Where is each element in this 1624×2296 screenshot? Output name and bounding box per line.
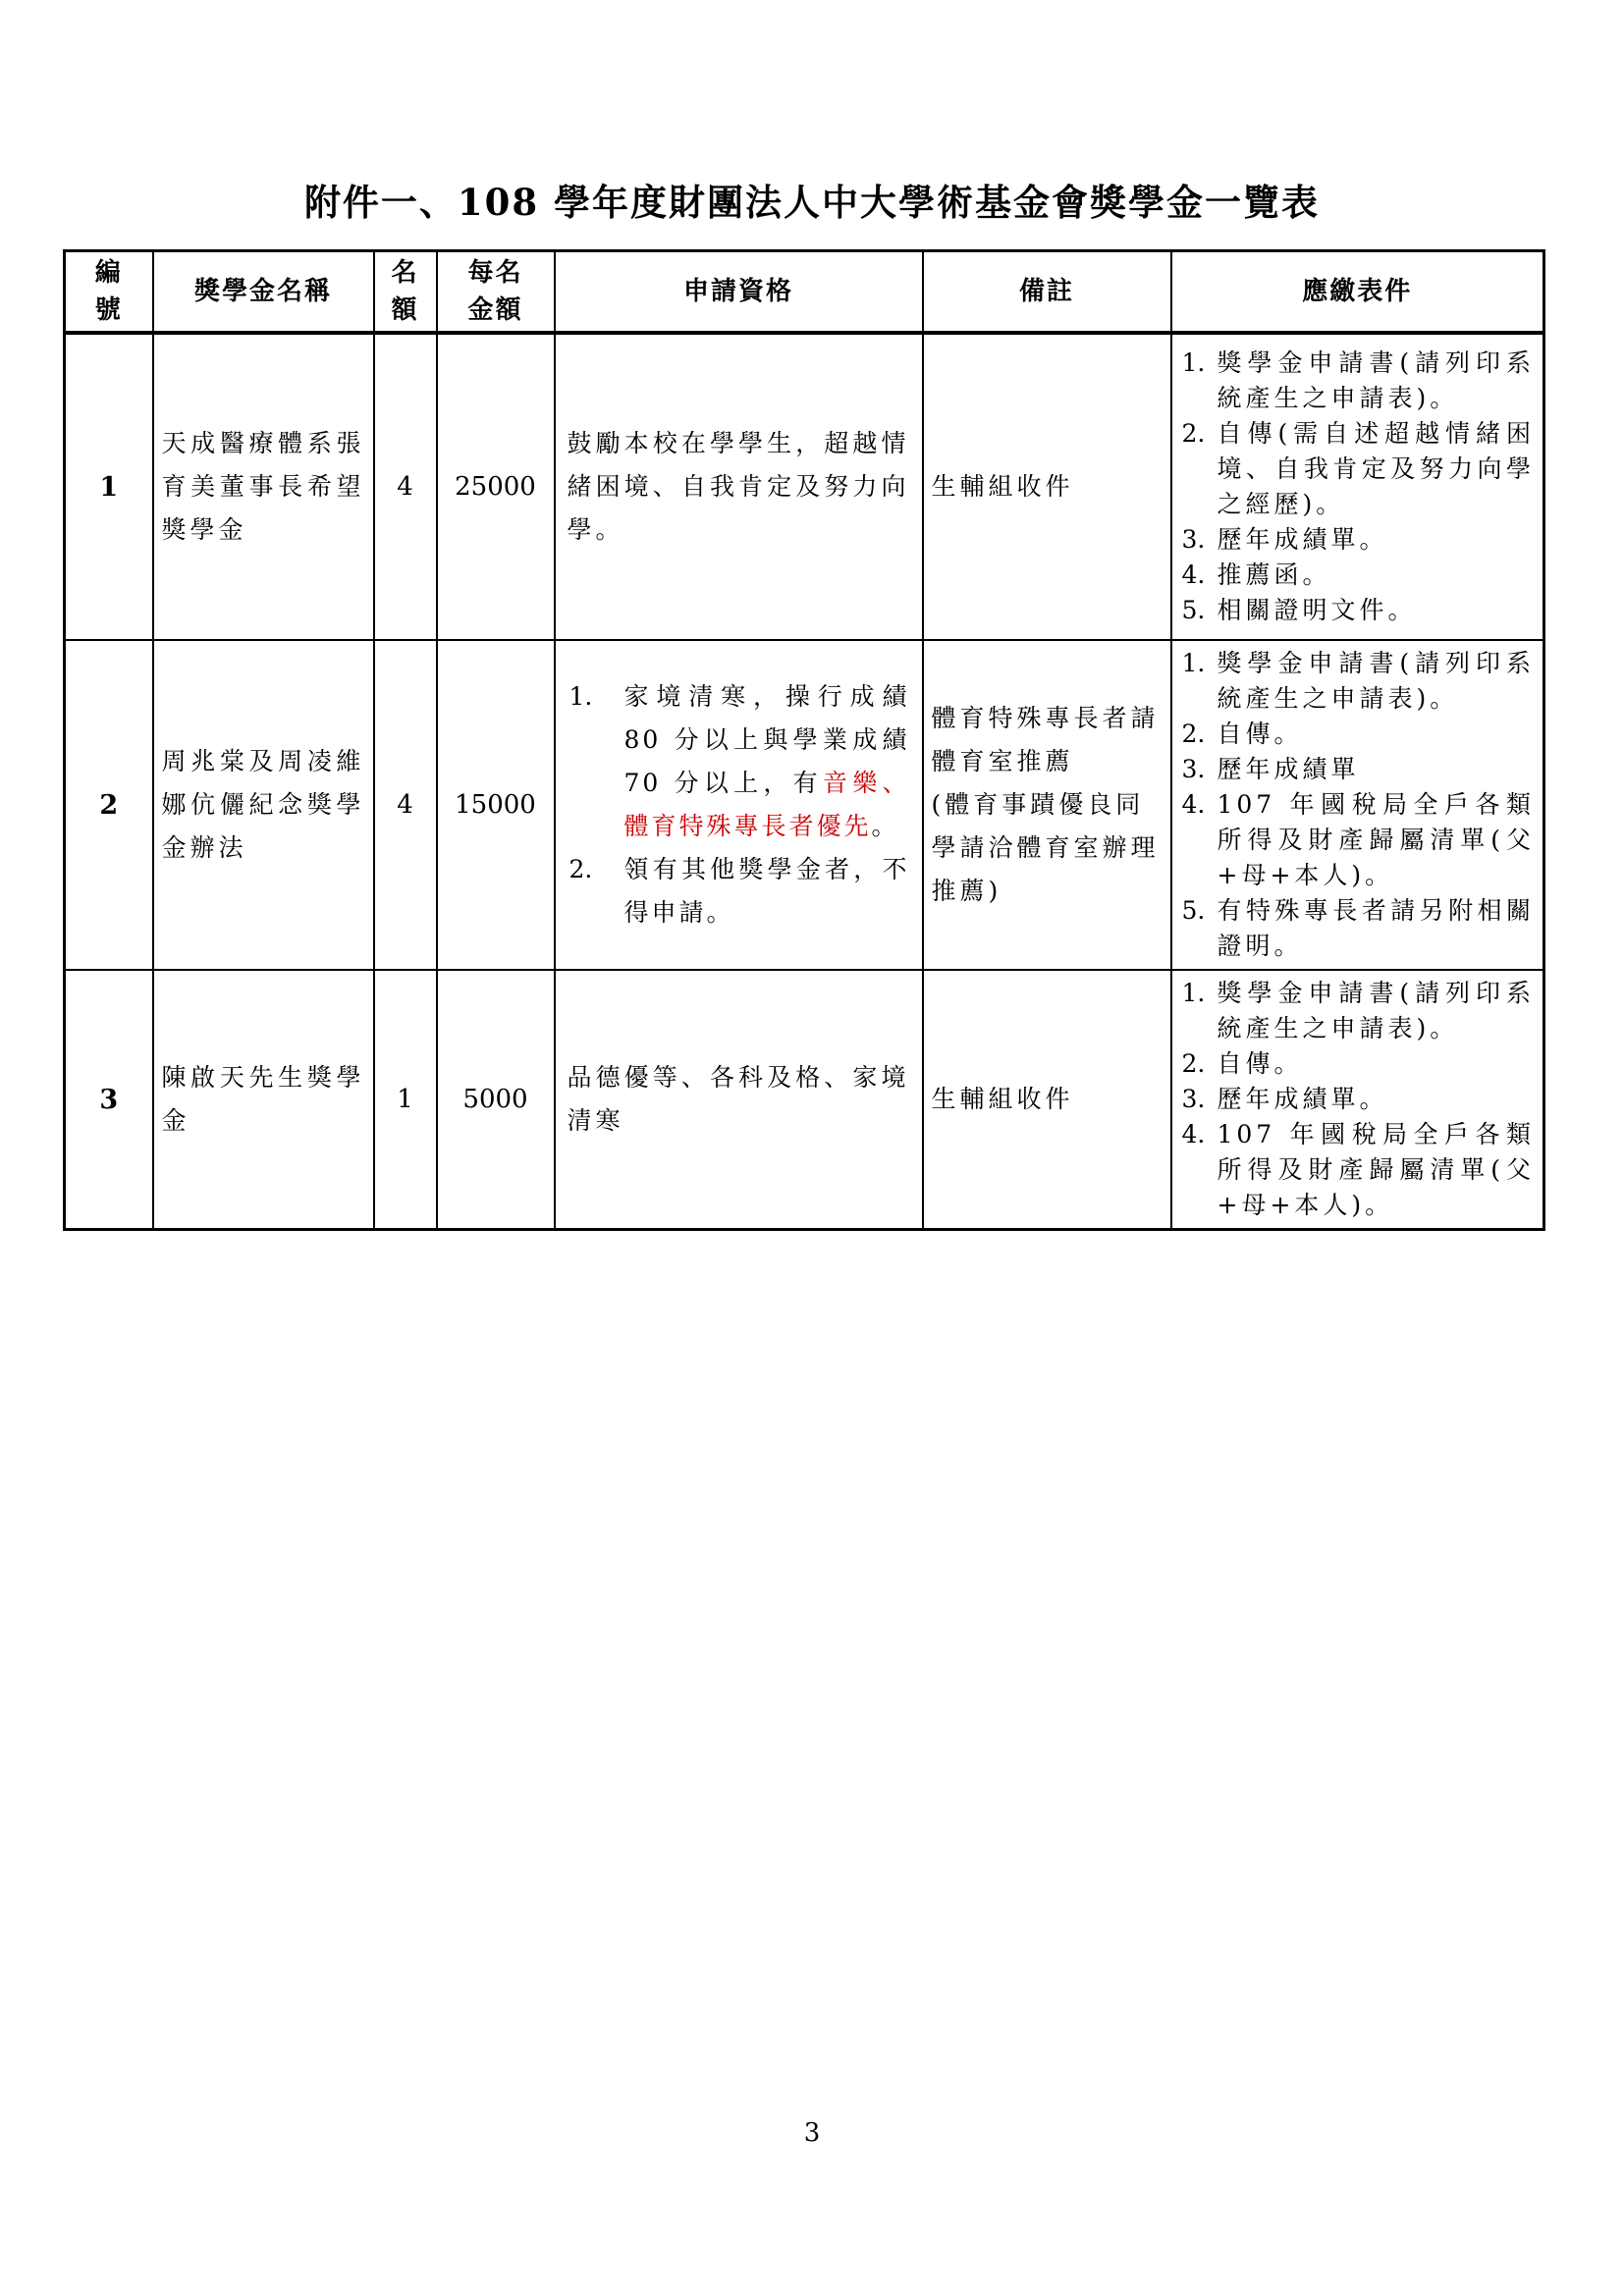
document-item: 獎學金申請書(請列印系統產生之申請表)。 [1217,348,1535,412]
column-header-line: 名 [391,258,419,288]
eligibility-item [568,675,910,848]
cell-eligibility [555,640,923,970]
scholarship-table [63,249,1545,1231]
eligibility-text-segment: 。 [871,812,899,840]
cell-quota: 1 [374,970,437,1230]
note-line: 生輔組收件 [931,472,1074,501]
column-header-quota [374,251,437,334]
column-header-serial [65,251,153,334]
column-header-line: 號 [94,295,123,325]
eligibility-text-segment: 家境清寒，操行成績 80 分以上與學業成績 70 分以上，有 [623,682,910,797]
document-item: 自傳(需自述超越情緒困境、自我肯定及努力向學之經歷)。 [1217,419,1535,518]
eligibility-list [568,675,910,934]
document-item: 歷年成績單 [1217,755,1360,783]
cell-amount: 25000 [437,333,555,640]
scholarship-row-3 [65,970,1544,1230]
cell-scholarship-name: 陳啟天先生獎學金 [153,970,374,1230]
document-list [1182,976,1536,1223]
column-header-line: 編 [94,258,123,288]
eligibility-paragraph: 鼓勵本校在學學生，超越情緒困境、自我肯定及努力向學。 [567,429,910,544]
cell-serial: 2 [65,640,153,970]
cell-serial: 3 [65,970,153,1230]
eligibility-text-segment: 領有其他獎學金者，不得申請。 [623,855,910,927]
document-item: 推薦函。 [1217,561,1331,589]
document-item: 歷年成績單。 [1217,525,1388,554]
cell-serial: 1 [65,333,153,640]
column-header-line: 額 [391,295,419,325]
document-list [1182,346,1536,628]
document-item: 107 年國稅局全戶各類所得及財產歸屬清單(父+母+本人)。 [1217,1120,1535,1219]
document-item: 相關證明文件。 [1217,596,1417,624]
column-header-eligibility [555,251,923,334]
column-header-line: 獎學金名稱 [193,277,332,306]
column-header-amount [437,251,555,334]
page-title: 附件一、108 學年度財團法人中大學術基金會獎學金一覽表 [303,181,1321,224]
note-line: (體育事蹟優良同學請洽體育室辦理推薦) [931,790,1160,905]
document-item: 自傳。 [1217,1049,1303,1078]
column-header-name [153,251,374,334]
header-row [65,251,1544,334]
eligibility-text-segment: 音樂、體育特殊專長者優先 [623,769,910,840]
note-line: 體育特殊專長者請體育室推薦 [931,704,1160,775]
scholarship-row-2 [65,640,1544,970]
note-line: 生輔組收件 [931,1085,1074,1113]
column-header-documents [1171,251,1544,334]
cell-scholarship-name: 周兆棠及周凌維娜伉儷紀念獎學金辦法 [153,640,374,970]
column-header-line: 應繳表件 [1302,277,1413,306]
column-header-line: 金額 [467,295,523,325]
cell-documents [1171,333,1544,640]
page-number: 3 [803,2118,821,2148]
cell-eligibility [555,970,923,1230]
column-header-line: 備註 [1018,277,1074,306]
document-item: 有特殊專長者請另附相關證明。 [1217,896,1535,960]
document-item: 獎學金申請書(請列印系統產生之申請表)。 [1217,979,1535,1042]
cell-notes [923,333,1171,640]
cell-notes [923,970,1171,1230]
scholarship-row-1 [65,333,1544,640]
cell-quota: 4 [374,333,437,640]
eligibility-paragraph: 品德優等、各科及格、家境清寒 [567,1063,910,1135]
document-item: 107 年國稅局全戶各類所得及財產歸屬清單(父+母+本人)。 [1217,790,1535,889]
column-header-line: 每名 [467,258,523,288]
eligibility-item [568,848,910,934]
cell-documents [1171,970,1544,1230]
cell-documents [1171,640,1544,970]
column-header-notes [923,251,1171,334]
document-item: 歷年成績單。 [1217,1085,1388,1113]
table-body [65,333,1544,1230]
document-list [1182,646,1536,964]
cell-amount: 5000 [437,970,555,1230]
column-header-line: 申請資格 [682,277,793,306]
cell-quota: 4 [374,640,437,970]
cell-amount: 15000 [437,640,555,970]
cell-scholarship-name: 天成醫療體系張育美董事長希望獎學金 [153,333,374,640]
cell-notes [923,640,1171,970]
cell-eligibility [555,333,923,640]
table-header [65,251,1544,334]
document-item: 獎學金申請書(請列印系統產生之申請表)。 [1217,649,1535,713]
document-item: 自傳。 [1217,720,1303,748]
